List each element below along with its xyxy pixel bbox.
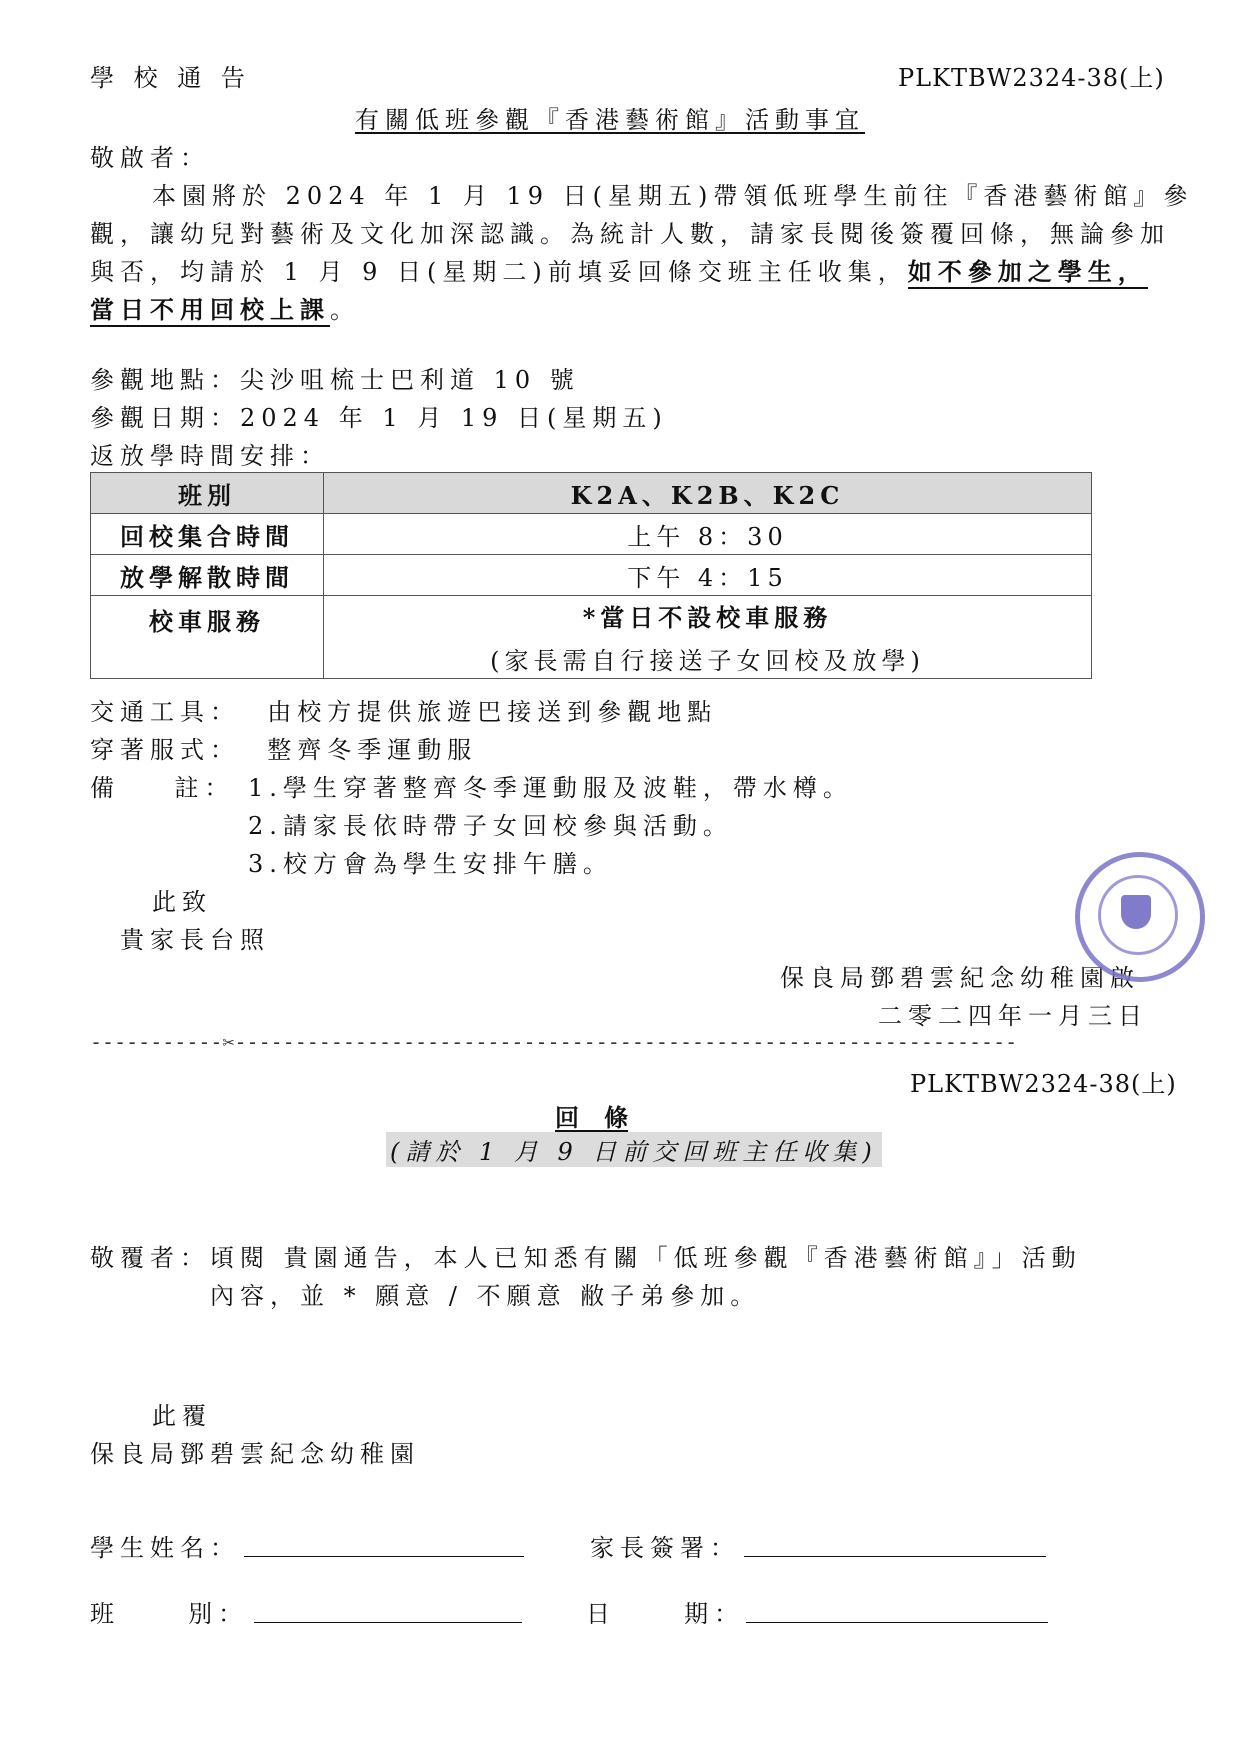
closing-parents: 貴家長台照 [120,926,270,954]
date-field[interactable] [746,1622,1048,1623]
no-attend-note: 如不參加之學生， [908,257,1148,289]
reply-subtitle: (請於 1 月 9 日前交回班主任收集) [386,1132,882,1167]
body-line-2: 觀，讓幼兒對藝術及文化加深認識。為統計人數，請家長閱後簽覆回條，無論參加 [90,220,1170,248]
reference-number: PLKTBW2324-38(上) [898,64,1165,92]
student-name-label: 學生姓名： [90,1534,240,1562]
parent-signature-field[interactable] [744,1556,1046,1557]
table-row [91,473,1092,514]
remark-item-1: 1.學生穿著整齊冬季運動服及波鞋，帶水樽。 [248,774,853,802]
dismiss-time-label: 放學解散時間 [91,555,324,596]
body-line-3-text: 與否，均請於 1 月 9 日(星期二)前填妥回條交班主任收集， [90,258,908,286]
class-field[interactable] [254,1622,522,1623]
reply-line-1: 敬覆者：頃閱 貴園通告，本人已知悉有關「低班參觀『香港藝術館』」活動 [90,1244,1082,1272]
closing-school: 保良局鄧碧雲紀念幼稚園啟 [780,964,1140,992]
body-line-3 [90,252,1148,287]
body-line-4-end: 。 [330,296,360,324]
transport-info: 交通工具： 由校方提供旅遊巴接送到參觀地點 [90,698,718,726]
reply-line-2: 內容，並 * 願意 / 不願意 敝子弟參加。 [210,1282,761,1310]
date-field-label: 日 期： [586,1600,745,1628]
table-row [91,514,1092,555]
class-label: 班別 [91,473,324,514]
salutation: 敬啟者： [90,144,210,172]
remark-item-2: 2.請家長依時帶子女回校參與活動。 [248,812,733,840]
visit-venue: 參觀地點：尖沙咀梳士巴利道 10 號 [90,366,580,394]
page-title: 有關低班參觀『香港藝術館』活動事宜 [355,106,865,134]
class-field-label: 班 別： [90,1600,249,1628]
cut-line: -----------✂----------------------------------------------------------------- [90,1030,1018,1054]
class-value: K2A、K2B、K2C [324,473,1092,514]
body-line-4 [90,290,360,325]
reply-to: 此覆 [152,1402,212,1430]
remark-item-3: 3.校方會為學生安排午膳。 [248,850,613,878]
bus-service-value [324,596,1092,679]
table-row [91,555,1092,596]
no-school-note: 當日不用回校上課 [90,295,330,327]
closing-date: 二零二四年一月三日 [878,1002,1148,1030]
student-name-field[interactable] [244,1556,524,1557]
stamp-shield-icon [1121,895,1151,929]
notice-label: 學 校 通 告 [90,64,251,92]
return-time-value: 上午 8：30 [324,514,1092,555]
parent-sign-label: 家長簽署： [590,1534,740,1562]
school-stamp-icon [1075,852,1205,982]
body-line-1: 本園將於 2024 年 1 月 19 日(星期五)帶領低班學生前往『香港藝術館』參 [152,182,1194,210]
bus-service-label: 校車服務 [91,596,324,679]
bus-service-note: *當日不設校車服務 [582,603,833,632]
closing-to: 此致 [152,888,212,916]
schedule-heading: 返放學時間安排： [90,442,330,470]
reply-school: 保良局鄧碧雲紀念幼稚園 [90,1440,420,1468]
reply-reference-number: PLKTBW2324-38(上) [910,1070,1177,1098]
bus-service-subnote: (家長需自行接送子女回校及放學) [490,647,925,675]
remarks-label: 備 註： [90,774,235,802]
dismiss-time-value: 下午 4：15 [324,555,1092,596]
return-time-label: 回校集合時間 [91,514,324,555]
reply-title: 回 條 [555,1103,629,1132]
schedule-table [90,472,1092,679]
dress-code: 穿著服式： 整齊冬季運動服 [90,736,478,764]
visit-date: 參觀日期：2024 年 1 月 19 日(星期五) [90,404,668,432]
table-row [91,596,1092,679]
